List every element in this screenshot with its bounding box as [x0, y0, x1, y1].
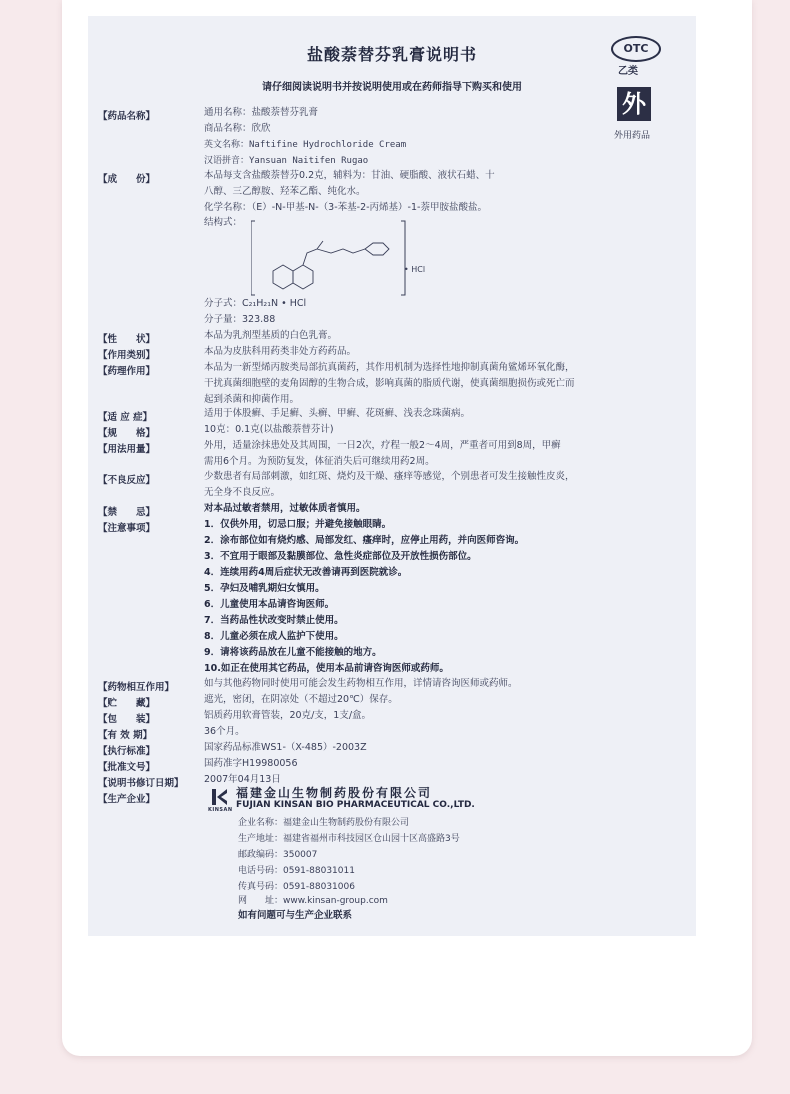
label-dosage: 【用法用量】: [98, 444, 156, 455]
label-manufacturer: 【生产企业】: [98, 794, 156, 805]
category-text: 本品为皮肤科用药类非处方药药品。: [204, 346, 357, 357]
precaution-item: 10.如正在使用其它药品，使用本品前请咨询医师或药师。: [204, 663, 449, 674]
pinyin-name: 汉语拼音：Yansuan Naitifen Rugao: [204, 156, 369, 166]
hcl-label: • HCl: [404, 265, 426, 274]
structural-formula: [251, 219, 411, 297]
otc-badge: OTC: [611, 36, 661, 62]
precaution-item: 1．仅供外用，切忌口服；并避免接触眼睛。: [204, 519, 392, 530]
label-storage: 【贮 藏】: [98, 698, 156, 709]
leaflet-document: [88, 16, 696, 936]
label-indications: 【适 应 症】: [98, 412, 153, 423]
precaution-item: 2．涂布部位如有烧灼感、局部发红、瘙痒时，应停止用药，并向医师咨询。: [204, 535, 525, 546]
company-logo-text: KINSAN: [208, 807, 233, 813]
validity-text: 36个月。: [204, 726, 245, 737]
precaution-item: 5．孕妇及哺乳期妇女慎用。: [204, 583, 325, 594]
precaution-item: 6．儿童使用本品请咨询医师。: [204, 599, 335, 610]
label-adverse-reactions: 【不良反应】: [98, 475, 156, 486]
trade-name: 商品名称：欣欣: [204, 123, 271, 134]
precaution-item: 3．不宜用于眼部及黏膜部位、急性炎症部位及开放性损伤部位。: [204, 551, 477, 562]
otc-class-label: 乙类: [618, 66, 638, 77]
standard-text: 国家药品标准WS1-（X-485）-2003Z: [204, 742, 367, 753]
company-fax: 传真号码：0591-88031006: [238, 882, 355, 892]
pharmacology-line-1: 本品为一新型烯丙胺类局部抗真菌药，其作用机制为选择性地抑制真菌角鲨烯环氧化酶，: [204, 362, 575, 373]
precaution-item: 7．当药品性状改变时禁止使用。: [204, 615, 344, 626]
pharmacology-line-3: 起到杀菌和抑菌作用。: [204, 394, 300, 405]
label-drug-name: 【药品名称】: [98, 111, 156, 122]
company-phone: 电话号码：0591-88031011: [238, 866, 355, 876]
company-name-en: FUJIAN KINSAN BIO PHARMACEUTICAL CO.,LTD.: [236, 800, 475, 810]
specification-text: 10克：0.1克(以盐酸萘替芬计): [204, 424, 334, 435]
adverse-line-1: 少数患者有局部刺激，如红斑、烧灼及干燥、瘙痒等感觉，个别患者可发生接触性皮炎，: [204, 471, 575, 482]
precaution-item: 9．请将该药品放在儿童不能接触的地方。: [204, 647, 382, 658]
label-precautions: 【注意事项】: [98, 523, 156, 534]
contraindications-text: 对本品过敏者禁用，过敏体质者慎用。: [204, 503, 366, 514]
usage-warning: 请仔细阅读说明书并按说明使用或在药师指导下购买和使用: [262, 82, 522, 93]
label-revision-date: 【说明书修订日期】: [98, 778, 184, 789]
label-packaging: 【包 装】: [98, 714, 156, 725]
label-contraindications: 【禁 忌】: [98, 507, 156, 518]
packaging-text: 铝质药用软膏管装，20克/支，1支/盒。: [204, 710, 372, 721]
label-pharmacology: 【药理作用】: [98, 366, 156, 377]
dosage-line-2: 需用6个月。为预防复发，体征消失后可继续用药2周。: [204, 456, 435, 467]
company-postcode: 邮政编码：350007: [238, 850, 318, 860]
composition-line-1: 本品每支含盐酸萘替芬0.2克，辅料为：甘油、硬脂酸、液状石蜡、十: [204, 170, 495, 181]
chemical-name: 化学名称：（E）-N-甲基-N-（3-苯基-2-丙烯基）-1-萘甲胺盐酸盐。: [204, 202, 487, 213]
company-address: 生产地址：福建省福州市科技园区仓山园十区高盛路3号: [238, 834, 460, 844]
label-approval: 【批准文号】: [98, 762, 156, 773]
revision-date-text: 2007年04月13日: [204, 774, 281, 785]
company-name-cn: 福建金山生物制药股份有限公司: [236, 786, 433, 800]
adverse-line-2: 无全身不良反应。: [204, 487, 281, 498]
label-specification: 【规 格】: [98, 428, 156, 439]
pharmacology-line-2: 干扰真菌细胞壁的麦角固醇的生物合成，影响真菌的脂质代谢，使真菌细胞损伤或死亡而: [204, 378, 575, 389]
external-use-mark: 外: [617, 87, 651, 121]
document-title: 盐酸萘替芬乳膏说明书: [306, 45, 477, 64]
interactions-text: 如与其他药物同时使用可能会发生药物相互作用，详情请咨询医师或药师。: [204, 678, 518, 689]
company-name-line: 企业名称：福建金山生物制药股份有限公司: [238, 818, 410, 828]
english-name: 英文名称：Naftifine Hydrochloride Cream: [204, 140, 407, 150]
precaution-item: 4．连续用药4周后症状无改善请再到医院就诊。: [204, 567, 408, 578]
storage-text: 遮光，密闭，在阴凉处（不超过20℃）保存。: [204, 694, 398, 705]
composition-line-2: 八醇、三乙醇胺、羟苯乙酯、纯化水。: [204, 186, 366, 197]
molecular-weight: 分子量：323.88: [204, 314, 276, 325]
company-logo-icon: [211, 788, 229, 806]
label-interactions: 【药物相互作用】: [98, 682, 175, 693]
generic-name: 通用名称：盐酸萘替芬乳膏: [204, 107, 319, 118]
indications-text: 适用于体股癣、手足癣、头癣、甲癣、花斑癣、浅表念珠菌病。: [204, 408, 471, 419]
precaution-item: 8．儿童必须在成人监护下使用。: [204, 631, 344, 642]
label-category: 【作用类别】: [98, 350, 156, 361]
approval-text: 国药准字H19980056: [204, 758, 298, 769]
dosage-line-1: 外用，适量涂抹患处及其周围，一日2次，疗程一般2～4周，严重者可用到8周，甲癣: [204, 440, 561, 451]
label-properties: 【性 状】: [98, 334, 156, 345]
label-validity: 【有 效 期】: [98, 730, 153, 741]
properties-text: 本品为乳剂型基质的白色乳膏。: [204, 330, 338, 341]
label-composition: 【成 份】: [98, 174, 156, 185]
structure-label: 结构式：: [204, 217, 243, 228]
company-website: 网 址：www.kinsan-group.com: [238, 896, 388, 906]
contact-note: 如有问题可与生产企业联系: [238, 910, 353, 921]
label-standard: 【执行标准】: [98, 746, 156, 757]
molecular-formula: 分子式：C₂₁H₂₁N • HCl: [204, 298, 307, 309]
external-use-label: 外用药品: [614, 131, 651, 141]
